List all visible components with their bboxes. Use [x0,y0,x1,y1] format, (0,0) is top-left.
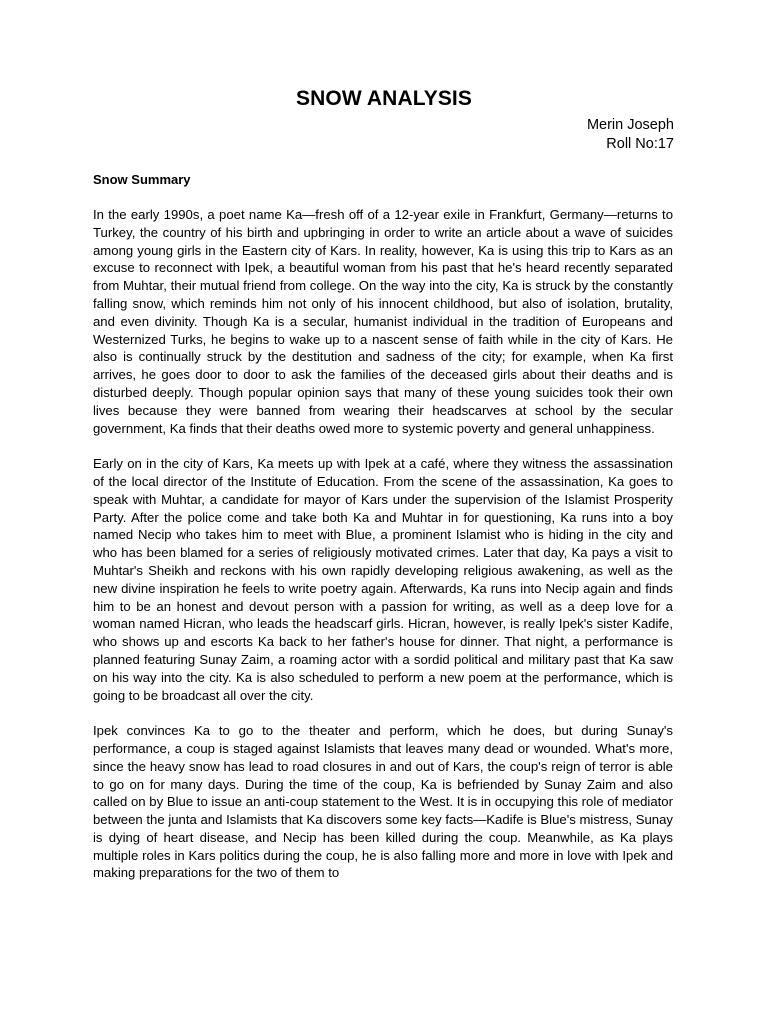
roll-number: Roll No:17 [606,136,674,152]
document-body [93,206,673,900]
section-heading: Snow Summary [93,172,191,187]
paragraph-1: In the early 1990s, a poet name Ka—fresh off of a 12-year exile in Frankfurt, Germany—returns to Turkey, the country of his birth and upbringing in order to write an article about a wave of suicides among young girls in the Eastern city of Kars. In reality, however, Ka is using this trip to Kars as an excuse to reconnect with Ipek, a beautiful woman from his past that he's heard recently separated from Muhtar, their mutual friend from college. On the way into the city, Ka is struck by the constantly falling snow, which reminds him not only of his innocent childhood, but also of isolation, brutality, and even divinity. Though Ka is a secular, humanist individual in the tradition of Europeans and Westernized Turks, he begins to wake up to a nascent sense of faith while in the city of Kars. He also is continually struck by the destitution and sadness of the city; for example, when Ka first arrives, he goes door to door to ask the families of the deceased girls about their deaths and is disturbed deeply. Though popular opinion says that many of these young suicides took their own lives because they were banned from wearing their headscarves at school by the secular government, Ka finds that their deaths owed more to systemic poverty and general unhappiness. [93,207,673,436]
page-title: SNOW ANALYSIS [296,87,472,110]
author-name: Merin Joseph [586,117,674,133]
paragraph-3: Ipek convinces Ka to go to the theater and perform, which he does, but during Sunay's performance, a coup is staged against Islamists that leaves many dead or wounded. What's more, since the heavy snow has lead to road closures in and out of Kars, the coup's reign of terror is able to go on for many days. During the time of the coup, Ka is befriended by Sunay Zaim and also called on by Blue to issue an anti-coup statement to the West. It is in occupying this role of mediator between the junta and Islamists that Ka discovers some key facts—Kadife is Blue's mistress, Sunay is dying of heart disease, and Necip has been killed during the coup. Meanwhile, as Ka plays multiple roles in Kars politics during the coup, he is also falling more and more in love with Ipek and making preparations for the two of them to [93,723,673,881]
author-block [587,116,674,154]
paragraph-2: Early on in the city of Kars, Ka meets up with Ipek at a café, where they witness the assassination of the local director of the Institute of Education. From the scene of the assassination, Ka goes to speak with Muhtar, a candidate for mayor of Kars under the supervision of the Islamist Prosperity Party. After the police come and take both Ka and Muhtar in for questioning, Ka runs into a boy named Necip who takes him to meet with Blue, a prominent Islamist who is hiding in the city and who has been blamed for a series of religiously motivated crimes. Later that day, Ka pays a visit to Muhtar's Sheikh and reckons with his own rapidly developing religious awakening, as well as the new divine inspiration he feels to write poetry again. Afterwards, Ka runs into Necip again and finds him to be an honest and devout person with a passion for writing, as well as a deep love for a woman named Hicran, who leads the headscarf girls. Hicran, however, is really Ipek's sister Kadife, who shows up and escorts Ka back to her father's house for dinner. That night, a performance is planned featuring Sunay Zaim, a roaming actor with a sordid political and military past that Ka saw on his way into the city. Ka is also scheduled to perform a new poem at the performance, which is going to be broadcast all over the city. [93,456,673,703]
